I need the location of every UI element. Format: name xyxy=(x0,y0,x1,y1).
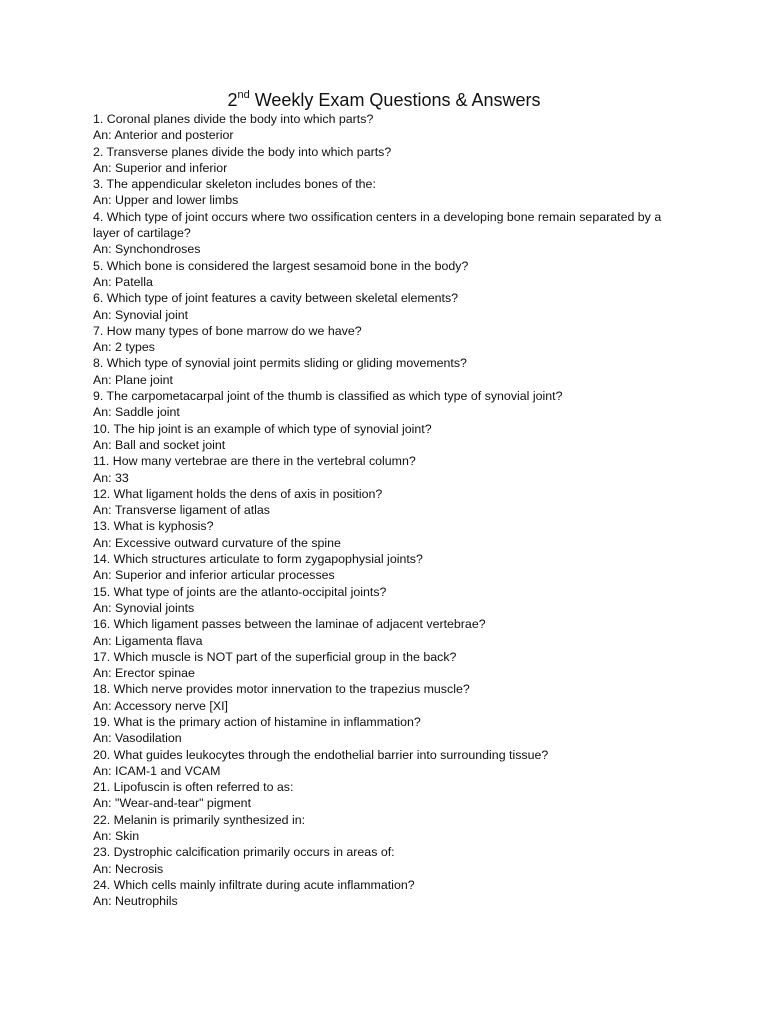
question-text: 11. How many vertebrae are there in the vertebral column? xyxy=(93,454,416,469)
title-superscript: nd xyxy=(237,89,250,101)
qa-item xyxy=(93,518,683,551)
question-text: 13. What is kyphosis? xyxy=(93,519,214,534)
answer-text: An: Upper and lower limbs xyxy=(93,193,239,208)
question-text: 9. The carpometacarpal joint of the thumb is classified as which type of synovial joint? xyxy=(93,389,563,404)
title-prefix: 2 xyxy=(227,90,238,110)
question-text: 16. Which ligament passes between the laminae of adjacent vertebrae? xyxy=(93,617,486,632)
question-text: 24. Which cells mainly infiltrate during acute inflammation? xyxy=(93,877,415,892)
qa-item xyxy=(93,616,683,649)
question-text: 19. What is the primary action of histamine in inflammation? xyxy=(93,714,421,729)
question-text: 20. What guides leukocytes through the endothelial barrier into surrounding tissue? xyxy=(93,747,549,762)
question-text: 1. Coronal planes divide the body into which parts? xyxy=(93,112,374,126)
qa-item xyxy=(93,176,683,209)
qa-item xyxy=(93,209,683,258)
answer-text: An: Patella xyxy=(93,274,153,289)
answer-text: An: Synovial joints xyxy=(93,600,195,615)
question-text: 12. What ligament holds the dens of axis in position? xyxy=(93,486,383,501)
answer-text: An: Ligamenta flava xyxy=(93,633,203,648)
answer-text: An: Superior and inferior articular processes xyxy=(93,568,335,583)
answer-text: An: 2 types xyxy=(93,340,155,355)
qa-item xyxy=(93,877,683,910)
page-title xyxy=(0,88,768,112)
qa-item xyxy=(93,388,683,421)
answer-text: An: Synovial joint xyxy=(93,307,189,322)
qa-item xyxy=(93,323,683,356)
question-text: 7. How many types of bone marrow do we have? xyxy=(93,323,362,338)
question-text: 2. Transverse planes divide the body into which parts? xyxy=(93,144,392,159)
question-text: 8. Which type of synovial joint permits sliding or gliding movements? xyxy=(93,356,467,371)
qa-item xyxy=(93,681,683,714)
qa-item xyxy=(93,144,683,177)
answer-text: An: Necrosis xyxy=(93,861,164,876)
question-text: 17. Which muscle is NOT part of the superficial group in the back? xyxy=(93,649,457,664)
qa-item xyxy=(93,290,683,323)
answer-text: An: Accessory nerve [XI] xyxy=(93,698,228,713)
qa-item xyxy=(93,486,683,519)
answer-text: An: Synchondroses xyxy=(93,242,201,257)
title-rest: Weekly Exam Questions & Answers xyxy=(249,90,541,110)
question-text: 15. What type of joints are the atlanto-occipital joints? xyxy=(93,584,387,599)
answer-text: An: ICAM-1 and VCAM xyxy=(93,763,221,778)
qa-item xyxy=(93,844,683,877)
question-text: 18. Which nerve provides motor innervation to the trapezius muscle? xyxy=(93,682,470,697)
answer-text: An: Transverse ligament of atlas xyxy=(93,503,270,518)
question-text: 3. The appendicular skeleton includes bones of the: xyxy=(93,177,376,192)
answer-text: An: Skin xyxy=(93,829,140,844)
question-text: 4. Which type of joint occurs where two ossification centers in a developing bone remain separated by a layer of cartilage? xyxy=(93,209,662,241)
qa-list xyxy=(93,111,683,910)
question-text: 14. Which structures articulate to form zygapophysial joints? xyxy=(93,552,423,567)
answer-text: An: Excessive outward curvature of the spine xyxy=(93,535,341,550)
answer-text: An: Erector spinae xyxy=(93,666,195,681)
answer-text: An: Ball and socket joint xyxy=(93,437,226,452)
qa-item xyxy=(93,258,683,291)
question-text: 10. The hip joint is an example of which type of synovial joint? xyxy=(93,421,432,436)
question-text: 5. Which bone is considered the largest sesamoid bone in the body? xyxy=(93,258,469,273)
qa-item xyxy=(93,714,683,747)
answer-text: An: 33 xyxy=(93,470,129,485)
answer-text: An: Saddle joint xyxy=(93,405,180,420)
question-text: 21. Lipofuscin is often referred to as: xyxy=(93,780,294,795)
question-text: 6. Which type of joint features a cavity between skeletal elements? xyxy=(93,291,459,306)
qa-item xyxy=(93,355,683,388)
qa-item xyxy=(93,551,683,584)
qa-item xyxy=(93,779,683,812)
qa-item xyxy=(93,421,683,454)
answer-text: An: Anterior and posterior xyxy=(93,128,234,143)
qa-item xyxy=(93,747,683,780)
qa-item xyxy=(93,584,683,617)
question-text: 22. Melanin is primarily synthesized in: xyxy=(93,812,306,827)
qa-item xyxy=(93,649,683,682)
qa-item xyxy=(93,111,683,144)
answer-text: An: Neutrophils xyxy=(93,894,178,909)
answer-text: An: Vasodilation xyxy=(93,731,182,746)
qa-item xyxy=(93,812,683,845)
answer-text: An: Superior and inferior xyxy=(93,160,228,175)
question-text: 23. Dystrophic calcification primarily occurs in areas of: xyxy=(93,845,395,860)
answer-text: An: "Wear-and-tear" pigment xyxy=(93,796,252,811)
qa-item xyxy=(93,453,683,486)
answer-text: An: Plane joint xyxy=(93,372,173,387)
